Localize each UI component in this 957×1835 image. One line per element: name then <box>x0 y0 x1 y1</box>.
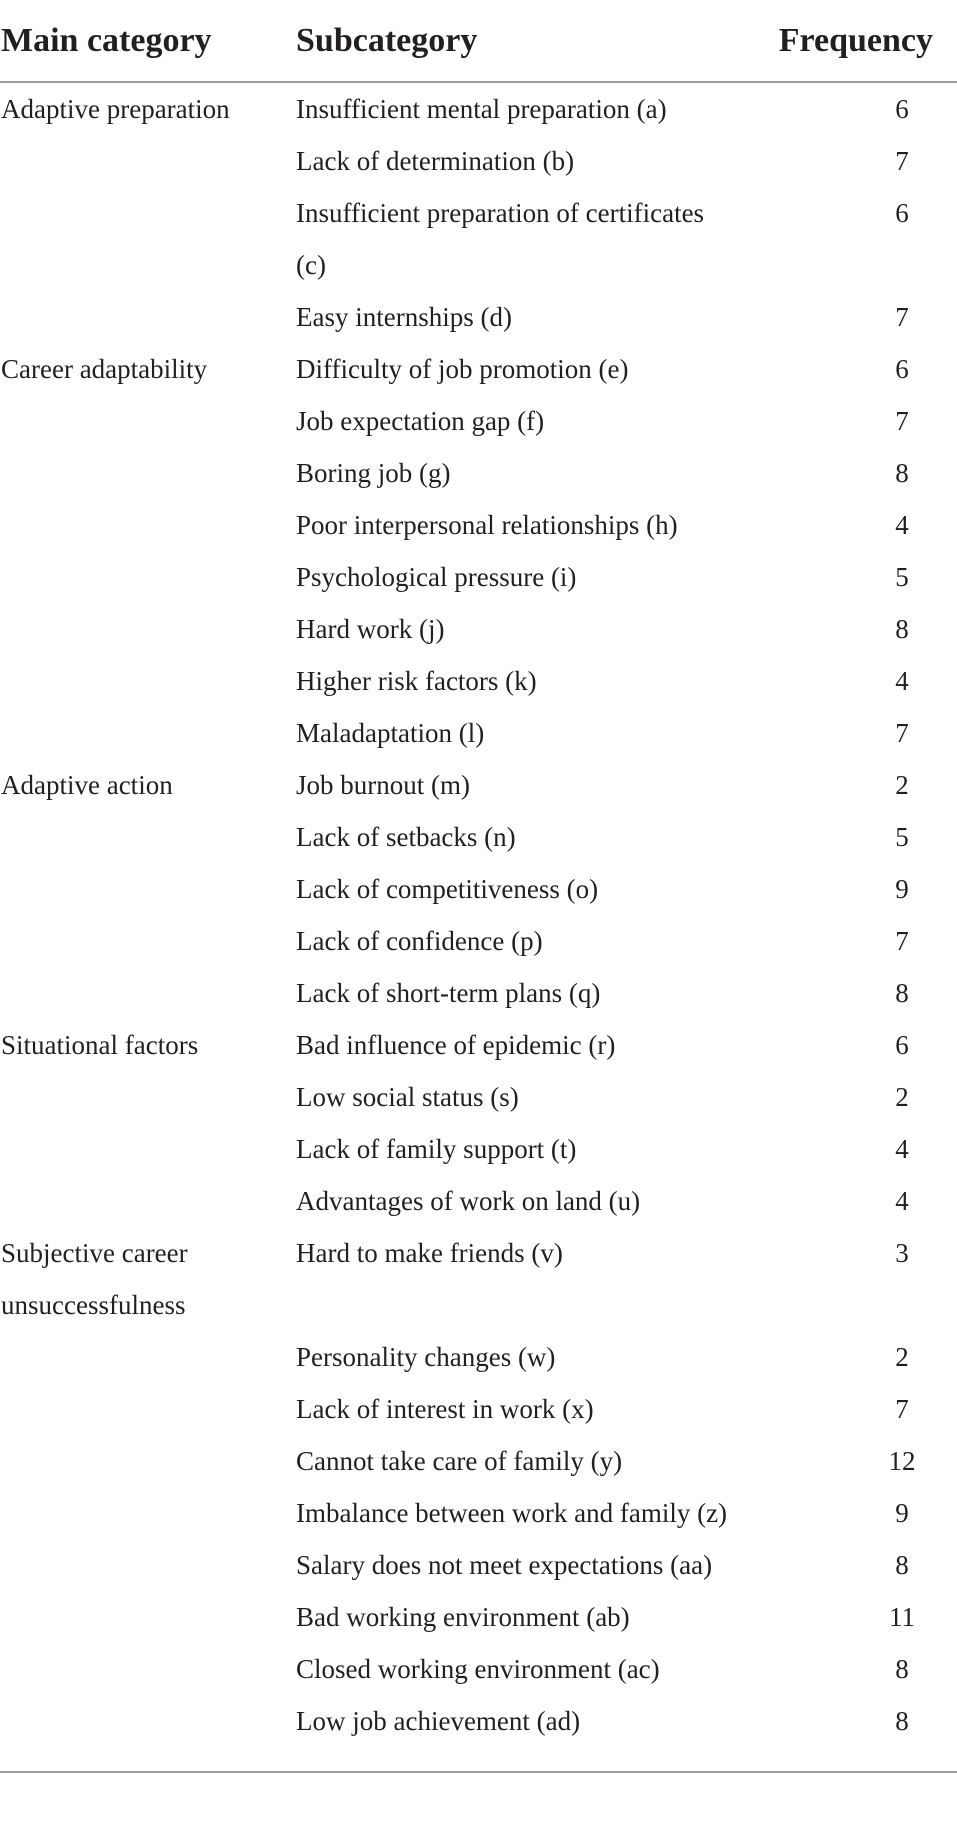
subcategory-cell: Job expectation gap (f) <box>296 406 545 436</box>
table-row <box>0 863 957 915</box>
main-category-cell <box>0 1487 296 1539</box>
main-category-cell <box>0 1175 296 1227</box>
table-row <box>0 1019 957 1071</box>
table-row <box>0 1123 957 1175</box>
subcategory-cell: Higher risk factors (k) <box>296 666 537 696</box>
main-category-cell <box>0 707 296 759</box>
main-category-cell: Adaptive action <box>1 770 173 800</box>
frequency-cell: 4 <box>895 510 909 540</box>
header-row <box>0 0 957 82</box>
main-category-cell <box>0 499 296 551</box>
table-header <box>0 0 957 82</box>
main-category-cell <box>0 1123 296 1175</box>
frequency-cell: 7 <box>895 1394 909 1424</box>
frequency-cell: 2 <box>895 1082 909 1112</box>
subcategory-cell: Bad influence of epidemic (r) <box>296 1030 616 1060</box>
frequency-cell: 6 <box>895 94 909 124</box>
subcategory-cell: Lack of setbacks (n) <box>296 822 516 852</box>
frequency-cell: 7 <box>895 302 909 332</box>
table-row <box>0 759 957 811</box>
table-row <box>0 967 957 1019</box>
subcategory-cell: Job burnout (m) <box>296 770 470 800</box>
subcategory-cell: Lack of confidence (p) <box>296 926 543 956</box>
frequency-cell: 8 <box>895 614 909 644</box>
frequency-cell: 7 <box>895 146 909 176</box>
main-category-cell <box>0 1383 296 1435</box>
frequency-cell: 5 <box>895 822 909 852</box>
subcategory-cell: Imbalance between work and family (z) <box>296 1498 728 1528</box>
frequency-cell: 4 <box>895 666 909 696</box>
frequency-cell: 8 <box>895 1654 909 1684</box>
subcategory-cell: Lack of family support (t) <box>296 1134 577 1164</box>
table-row <box>0 447 957 499</box>
main-category-cell <box>0 135 296 187</box>
frequency-cell: 2 <box>895 770 909 800</box>
main-category-cell: Subjective career unsuccessfulness <box>1 1238 188 1320</box>
table-row <box>0 551 957 603</box>
main-category-cell <box>0 1539 296 1591</box>
frequency-cell: 7 <box>895 406 909 436</box>
table-row <box>0 1539 957 1591</box>
subcategory-cell: Low social status (s) <box>296 1082 519 1112</box>
main-category-cell <box>0 1591 296 1643</box>
subcategory-cell: Salary does not meet expectations (aa) <box>296 1550 713 1580</box>
subcategory-cell: Hard to make friends (v) <box>296 1238 563 1268</box>
table-row <box>0 707 957 759</box>
frequency-cell: 3 <box>895 1238 909 1268</box>
main-category-cell <box>0 1643 296 1695</box>
table-row <box>0 1175 957 1227</box>
frequency-cell: 8 <box>737 1695 957 1772</box>
subcategory-cell: Advantages of work on land (u) <box>296 1186 641 1216</box>
table-row <box>0 135 957 187</box>
subcategory-cell: Poor interpersonal relationships (h) <box>296 510 678 540</box>
main-category-cell <box>0 863 296 915</box>
header-main-category: Main category <box>0 0 296 82</box>
main-category-cell <box>0 395 296 447</box>
table-row <box>0 1591 957 1643</box>
subcategory-cell: Hard work (j) <box>296 614 445 644</box>
frequency-cell: 8 <box>895 1550 909 1580</box>
main-category-cell: Adaptive preparation <box>1 94 230 124</box>
table-row <box>0 1227 957 1331</box>
table-row <box>0 395 957 447</box>
frequency-cell: 9 <box>895 874 909 904</box>
frequency-cell: 6 <box>895 1030 909 1060</box>
table-row <box>0 1695 957 1772</box>
subcategory-cell: Lack of short-term plans (q) <box>296 978 601 1008</box>
main-category-cell <box>0 1331 296 1383</box>
main-category-cell: Situational factors <box>1 1030 199 1060</box>
main-category-cell <box>0 551 296 603</box>
table-body <box>0 82 957 1772</box>
subcategory-cell: Maladaptation (l) <box>296 718 485 748</box>
subcategory-cell: Lack of determination (b) <box>296 146 575 176</box>
table-row <box>0 1643 957 1695</box>
frequency-cell: 7 <box>895 926 909 956</box>
table-row <box>0 915 957 967</box>
main-category-cell <box>0 447 296 499</box>
subcategory-cell: Difficulty of job promotion (e) <box>296 354 629 384</box>
table-row <box>0 1383 957 1435</box>
table-row <box>0 1487 957 1539</box>
main-category-cell: Career adaptability <box>1 354 208 384</box>
main-category-cell <box>0 1695 296 1772</box>
main-category-cell <box>0 187 296 291</box>
frequency-cell: 12 <box>888 1446 916 1476</box>
table-row <box>0 187 957 291</box>
table-row <box>0 82 957 135</box>
frequency-cell: 6 <box>895 198 909 228</box>
main-category-cell <box>0 1071 296 1123</box>
subcategory-cell: Low job achievement (ad) <box>296 1695 737 1772</box>
subcategory-cell: Lack of interest in work (x) <box>296 1394 594 1424</box>
main-category-cell <box>0 655 296 707</box>
main-category-cell <box>0 1435 296 1487</box>
subcategory-cell: Lack of competitiveness (o) <box>296 874 599 904</box>
subcategory-cell: Boring job (g) <box>296 458 451 488</box>
table-row <box>0 343 957 395</box>
main-category-cell <box>0 915 296 967</box>
table-row <box>0 499 957 551</box>
main-category-cell <box>0 811 296 863</box>
frequency-cell: 4 <box>895 1186 909 1216</box>
table-row <box>0 1331 957 1383</box>
frequency-cell: 11 <box>889 1602 915 1632</box>
subcategory-cell: Easy internships (d) <box>296 302 512 332</box>
frequency-cell: 8 <box>895 978 909 1008</box>
table-row <box>0 811 957 863</box>
frequency-cell: 7 <box>895 718 909 748</box>
main-category-cell <box>0 291 296 343</box>
table-row <box>0 291 957 343</box>
frequency-cell: 2 <box>895 1342 909 1372</box>
subcategory-cell: Bad working environment (ab) <box>296 1602 630 1632</box>
frequency-cell: 4 <box>895 1134 909 1164</box>
subcategory-cell: Insufficient mental preparation (a) <box>296 94 667 124</box>
subcategory-cell: Cannot take care of family (y) <box>296 1446 623 1476</box>
table-row <box>0 655 957 707</box>
frequency-cell: 9 <box>895 1498 909 1528</box>
main-category-cell <box>0 603 296 655</box>
table-row <box>0 1435 957 1487</box>
main-category-cell <box>0 967 296 1019</box>
subcategory-cell: Psychological pressure (i) <box>296 562 577 592</box>
table-row <box>0 1071 957 1123</box>
frequency-cell: 8 <box>895 458 909 488</box>
header-subcategory: Subcategory <box>296 0 737 82</box>
table-row <box>0 603 957 655</box>
frequency-cell: 5 <box>895 562 909 592</box>
subcategory-cell: Personality changes (w) <box>296 1342 556 1372</box>
frequency-cell: 6 <box>895 354 909 384</box>
subcategory-cell: Insufficient preparation of certificates (c) <box>296 198 705 280</box>
header-frequency: Frequency <box>737 0 957 82</box>
subcategory-cell: Closed working environment (ac) <box>296 1654 660 1684</box>
